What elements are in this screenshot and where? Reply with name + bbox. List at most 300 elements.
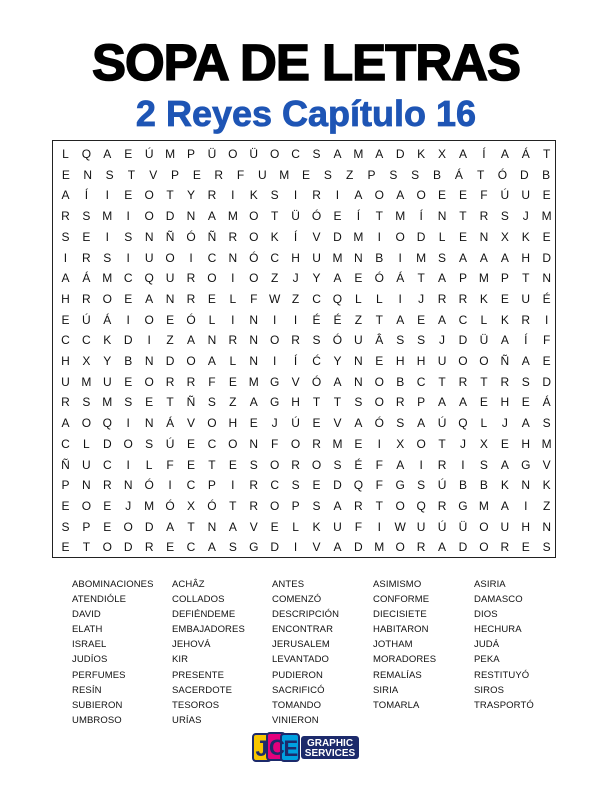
grid-cell: T xyxy=(438,436,446,451)
grid-cell: U xyxy=(437,354,447,368)
grid-cell: Z xyxy=(542,498,551,513)
word-list-item: TRASPORTÓ xyxy=(474,699,534,711)
grid-cell: S xyxy=(500,209,509,224)
grid-cell: E xyxy=(103,498,112,513)
word-list-item: RESTITUYÓ xyxy=(474,669,530,681)
grid-cell: A xyxy=(333,540,342,555)
grid-cell: Í xyxy=(293,354,298,368)
word-list-item: ANTES xyxy=(272,579,305,590)
grid-cell: J xyxy=(522,209,529,224)
grid-row xyxy=(55,351,557,372)
grid-cell: Â xyxy=(375,333,384,348)
grid-cell: E xyxy=(417,312,426,327)
grid-cell: U xyxy=(165,271,175,286)
grid-cell: I xyxy=(126,250,130,265)
grid-cell: Á xyxy=(454,167,463,182)
grid-cell: R xyxy=(207,188,217,203)
grid-cell: U xyxy=(102,374,112,389)
word-list-item: JUDÍOS xyxy=(72,654,108,666)
grid-cell: T xyxy=(208,457,216,472)
grid-cell: T xyxy=(127,167,136,182)
grid-cell: F xyxy=(208,374,216,389)
grid-cell: S xyxy=(207,395,216,410)
grid-cell: N xyxy=(207,333,217,348)
grid-row xyxy=(55,330,557,351)
grid-cell: F xyxy=(236,167,245,182)
grid-row xyxy=(55,310,557,331)
grid-cell: É xyxy=(354,457,363,472)
grid-cell: P xyxy=(367,167,376,182)
grid-cell: O xyxy=(479,354,489,368)
grid-cell: I xyxy=(105,188,109,203)
grid-cell: S xyxy=(396,333,405,348)
grid-cell: Ú xyxy=(437,416,447,431)
word-list-item: PRESENTE xyxy=(172,669,225,681)
word-list-item: PEKA xyxy=(474,654,500,666)
grid-cell: T xyxy=(312,395,321,410)
grid-cell: E xyxy=(521,395,530,410)
grid-cell: S xyxy=(291,478,300,493)
grid-cell: C xyxy=(186,540,196,555)
grid-cell: S xyxy=(145,436,154,451)
grid-cell: A xyxy=(396,312,405,327)
grid-cell: O xyxy=(311,457,322,472)
grid-cell: J xyxy=(292,271,299,286)
grid-cell: Z xyxy=(271,271,279,286)
grid-cell: R xyxy=(312,436,321,451)
grid-cell: F xyxy=(375,478,383,493)
word-list-item: EMBAJADORES xyxy=(172,624,245,636)
grid-row xyxy=(55,206,557,227)
grid-cell: E xyxy=(354,271,363,286)
grid-cell: S xyxy=(333,457,342,472)
word-list-item: MORADORES xyxy=(373,654,437,666)
logo-line-graphic: GRAPHIC xyxy=(306,738,354,749)
grid-cell: O xyxy=(144,209,154,224)
grid-cell: A xyxy=(417,416,426,431)
word-list-item: JERUSALEM xyxy=(272,639,330,651)
grid-cell: O xyxy=(290,436,301,451)
grid-cell: D xyxy=(542,374,551,389)
word-list-item: ATENDIÓLE xyxy=(72,594,127,606)
grid-cell: Ó xyxy=(497,167,508,182)
grid-cell: O xyxy=(144,312,154,327)
grid-cell: H xyxy=(395,354,405,368)
grid-cell: M xyxy=(332,250,343,265)
grid-cell: O xyxy=(207,271,217,286)
page-title: SOPA DE LETRAS xyxy=(91,34,521,91)
grid-cell: O xyxy=(479,540,489,555)
grid-cell: R xyxy=(458,374,468,389)
grid-cell: N xyxy=(165,291,175,306)
grid-cell: S xyxy=(61,229,70,244)
grid-cell: S xyxy=(124,229,133,244)
grid-cell: E xyxy=(61,167,70,182)
grid-cell: T xyxy=(166,188,174,203)
grid-cell: Í xyxy=(356,209,361,224)
grid-cell: H xyxy=(291,250,300,265)
grid-cell: E xyxy=(302,167,311,182)
grid-cell: Z xyxy=(229,395,237,410)
grid-cell: I xyxy=(461,457,465,472)
grid-cell: D xyxy=(144,519,154,534)
grid-cell: M xyxy=(541,436,552,451)
word-list-item: JEHOVÁ xyxy=(172,639,211,651)
grid-cell: A xyxy=(458,395,467,410)
grid-cell: S xyxy=(312,147,321,161)
grid-cell: N xyxy=(144,229,154,244)
grid-cell: P xyxy=(458,271,467,286)
grid-cell: E xyxy=(166,312,175,327)
grid-cell: M xyxy=(374,540,385,555)
grid-cell: S xyxy=(103,250,112,265)
grid-cell: É xyxy=(542,291,551,306)
grid-cell: N xyxy=(354,250,363,265)
grid-cell: M xyxy=(332,436,343,451)
grid-cell: U xyxy=(521,291,531,306)
grid-cell: J xyxy=(125,498,132,513)
grid-cell: E xyxy=(228,374,237,389)
grid-row xyxy=(55,165,557,186)
grid-cell: O xyxy=(81,498,92,513)
grid-cell: O xyxy=(228,436,238,451)
grid-cell: J xyxy=(418,291,425,306)
grid-cell: T xyxy=(459,209,467,224)
grid-cell: H xyxy=(291,395,300,410)
grid-cell: R xyxy=(500,374,510,389)
grid-cell: D xyxy=(458,540,468,555)
grid-cell: Y xyxy=(186,188,195,203)
grid-cell: E xyxy=(207,291,216,306)
grid-cell: U xyxy=(354,333,363,348)
grid-cell: Ó xyxy=(374,416,384,431)
grid-cell: N xyxy=(249,354,259,368)
grid-cell: G xyxy=(395,478,405,493)
grid-cell: S xyxy=(396,416,405,431)
grid-cell: I xyxy=(168,478,172,493)
grid-cell: F xyxy=(166,457,174,472)
grid-cell: A xyxy=(375,147,384,161)
grid-cell: S xyxy=(228,540,237,555)
grid-cell: I xyxy=(398,291,402,306)
grid-cell: Y xyxy=(103,354,112,368)
word-list-item: JUDÁ xyxy=(474,639,500,651)
grid-cell: A xyxy=(186,333,195,348)
grid-cell: D xyxy=(333,478,342,493)
grid-cell: O xyxy=(81,416,92,431)
grid-cell: M xyxy=(478,498,489,513)
grid-cell: B xyxy=(432,167,441,182)
grid-cell: R xyxy=(437,291,447,306)
grid-cell: O xyxy=(102,540,112,555)
grid-cell: Y xyxy=(312,271,321,286)
grid-cell: D xyxy=(395,147,405,161)
grid-cell: K xyxy=(479,291,488,306)
grid-cell: M xyxy=(416,250,427,265)
grid-cell: T xyxy=(480,374,488,389)
word-list-column xyxy=(474,577,574,728)
grid-cell: Ü xyxy=(479,333,489,348)
grid-cell: M xyxy=(248,374,259,389)
grid-cell: S xyxy=(542,416,551,431)
word-list-item: SIRIA xyxy=(373,684,399,696)
grid-cell: E xyxy=(500,291,509,306)
grid-cell: O xyxy=(395,498,405,513)
grid-cell: Q xyxy=(81,147,92,161)
grid-cell: Ú xyxy=(144,147,154,161)
grid-cell: D xyxy=(270,540,280,555)
word-list-item: ELATH xyxy=(72,624,103,636)
grid-cell: M xyxy=(102,271,113,286)
grid-cell: U xyxy=(312,250,321,265)
grid-row xyxy=(55,144,557,165)
grid-cell: R xyxy=(249,498,259,513)
grid-cell: R xyxy=(291,457,300,472)
grid-cell: Q xyxy=(458,416,468,431)
grid-cell: S xyxy=(438,250,447,265)
grid-cell: I xyxy=(335,188,340,203)
logo-line-services: SERVICES xyxy=(304,748,356,759)
grid-cell: S xyxy=(479,457,488,472)
grid-cell: A xyxy=(333,271,342,286)
grid-cell: M xyxy=(279,167,290,182)
grid-cell: C xyxy=(82,333,91,348)
grid-cell: A xyxy=(396,188,405,203)
grid-cell: I xyxy=(231,478,235,493)
grid-cell: J xyxy=(501,416,508,431)
grid-cell: R xyxy=(458,291,468,306)
grid-cell: V xyxy=(291,374,300,389)
word-list-item: LEVANTADO xyxy=(272,654,330,666)
grid-cell: E xyxy=(542,229,551,244)
grid-cell: B xyxy=(124,354,133,368)
grid-cell: A xyxy=(500,147,509,161)
grid-cell: E xyxy=(186,457,195,472)
grid-cell: L xyxy=(229,354,237,368)
grid-cell: R xyxy=(354,498,363,513)
grid-cell: Ú xyxy=(291,416,300,431)
grid-cell: B xyxy=(375,250,384,265)
grid-cell: A xyxy=(521,416,530,431)
grid-cell: N xyxy=(521,478,531,493)
grid-cell: Í xyxy=(419,209,423,224)
word-list-item: URÍAS xyxy=(172,714,202,726)
grid-cell: V xyxy=(186,416,195,431)
grid-cell: E xyxy=(166,540,175,555)
grid-cell: O xyxy=(123,436,133,451)
grid-cell: T xyxy=(375,209,383,224)
grid-cell: P xyxy=(291,498,300,513)
grid-cell: A xyxy=(500,333,509,348)
grid-cell: U xyxy=(144,250,154,265)
grid-cell: K xyxy=(270,229,279,244)
grid-cell: R xyxy=(61,395,70,410)
grid-cell: K xyxy=(542,478,551,493)
grid-cell: M xyxy=(102,209,113,224)
grid-cell: Í xyxy=(482,147,486,161)
grid-cell: Í xyxy=(293,229,298,244)
grid-cell: C xyxy=(186,478,196,493)
grid-cell: A xyxy=(458,250,467,265)
grid-cell: O xyxy=(207,416,217,431)
grid-cell: P xyxy=(82,519,91,534)
grid-cell: K xyxy=(103,333,112,348)
grid-cell: M xyxy=(395,209,406,224)
word-list-item: SACRIFICÓ xyxy=(272,684,325,696)
grid-cell: E xyxy=(312,416,321,431)
grid-cell: W xyxy=(269,291,281,306)
grid-cell: A xyxy=(333,374,342,389)
grid-cell: Ó xyxy=(165,498,175,513)
grid-row xyxy=(55,413,557,434)
grid-cell: H xyxy=(61,354,70,368)
grid-cell: I xyxy=(105,229,109,244)
grid-cell: S xyxy=(417,333,426,348)
grid-cell: E xyxy=(186,436,195,451)
grid-cell: S xyxy=(521,374,530,389)
grid-cell: X xyxy=(500,229,509,244)
grid-cell: I xyxy=(293,188,298,203)
grid-cell: M xyxy=(541,209,552,224)
grid-cell: P xyxy=(207,478,216,493)
grid-cell: Q xyxy=(353,478,364,493)
grid-cell: Á xyxy=(103,312,112,327)
grid-cell: C xyxy=(312,291,321,306)
grid-cell: R xyxy=(437,498,447,513)
logo-letter-j: J xyxy=(255,736,268,761)
grid-cell: D xyxy=(416,229,426,244)
grid-cell: X xyxy=(186,498,195,513)
grid-cell: Z xyxy=(291,291,300,306)
grid-cell: G xyxy=(249,540,259,555)
grid-cell: A xyxy=(500,457,509,472)
grid-cell: Y xyxy=(333,354,342,368)
grid-cell: O xyxy=(102,291,112,306)
grid-cell: M xyxy=(144,498,155,513)
word-list-item: CONFORME xyxy=(373,594,430,606)
grid-cell: Ñ xyxy=(165,229,175,244)
grid-cell: O xyxy=(249,271,259,286)
grid-cell: E xyxy=(333,209,342,224)
grid-cell: R xyxy=(312,188,321,203)
grid-cell: D xyxy=(165,209,175,224)
grid-cell: X xyxy=(82,354,91,368)
grid-cell: P xyxy=(171,167,180,182)
grid-cell: N xyxy=(144,416,154,431)
grid-cell: A xyxy=(500,498,509,513)
grid-cell: Ñ xyxy=(207,229,217,244)
grid-cell: D xyxy=(123,540,133,555)
grid-cell: Ú xyxy=(165,436,175,451)
grid-row xyxy=(55,248,557,269)
grid-cell: R xyxy=(82,250,91,265)
grid-cell: T xyxy=(187,519,195,534)
grid-cell: Ú xyxy=(82,312,91,327)
grid-cell: N xyxy=(542,271,551,286)
grid-cell: D xyxy=(123,333,133,348)
grid-cell: F xyxy=(271,436,279,451)
grid-cell: R xyxy=(228,333,238,348)
grid-cell: M xyxy=(227,209,238,224)
grid-cell: C xyxy=(416,374,426,389)
grid-cell: C xyxy=(207,250,217,265)
grid-cell: O xyxy=(123,519,133,534)
grid-cell: O xyxy=(144,188,154,203)
word-list-item: ISRAEL xyxy=(72,639,107,651)
grid-cell: T xyxy=(333,395,342,410)
grid-cell: T xyxy=(271,209,279,224)
grid-cell: A xyxy=(207,354,216,368)
grid-cell: A xyxy=(438,312,447,327)
grid-cell: B xyxy=(458,478,467,493)
grid-cell: R xyxy=(82,291,91,306)
grid-cell: R xyxy=(214,167,224,182)
grid-cell: X xyxy=(438,147,447,161)
grid-cell: T xyxy=(82,540,91,555)
grid-cell: O xyxy=(395,229,405,244)
grid-cell: S xyxy=(542,540,551,555)
grid-cell: S xyxy=(82,209,91,224)
grid-cell: V xyxy=(542,457,551,472)
word-list-item: VINIERON xyxy=(272,714,319,726)
grid-cell: Á xyxy=(396,271,405,286)
grid-cell: I xyxy=(377,519,381,534)
grid-cell: T xyxy=(542,147,551,161)
grid-cell: D xyxy=(165,354,175,368)
grid-cell: É xyxy=(333,312,342,327)
grid-cell: M xyxy=(353,229,364,244)
grid-cell: L xyxy=(438,229,446,244)
grid-cell: F xyxy=(354,519,363,534)
word-list-column xyxy=(72,577,172,728)
word-list-item: COLLADOS xyxy=(172,594,225,606)
grid-cell: R xyxy=(165,374,175,389)
word-list-column xyxy=(373,577,474,728)
grid-cell: C xyxy=(102,457,112,472)
grid-cell: A xyxy=(333,498,342,513)
grid-cell: N xyxy=(542,519,551,534)
jce-graphic-services-logo xyxy=(250,730,362,764)
grid-cell: E xyxy=(542,188,551,203)
grid-cell: C xyxy=(123,271,133,286)
grid-cell: V xyxy=(149,167,158,182)
grid-cell: S xyxy=(82,395,91,410)
grid-cell: O xyxy=(249,229,259,244)
grid-cell: O xyxy=(270,498,280,513)
grid-cell: D xyxy=(333,229,342,244)
grid-cell: A xyxy=(458,147,467,161)
grid-cell: R xyxy=(521,312,531,327)
grid-cell: E xyxy=(354,436,363,451)
grid-cell: D xyxy=(354,540,363,555)
grid-row xyxy=(55,227,557,248)
grid-cell: O xyxy=(165,250,175,265)
grid-cell: H xyxy=(521,250,531,265)
grid-cell: U xyxy=(333,519,342,534)
grid-cell: P xyxy=(500,271,509,286)
grid-cell: T xyxy=(417,271,425,286)
grid-cell: E xyxy=(61,540,70,555)
grid-cell: Á xyxy=(82,271,91,286)
grid-cell: I xyxy=(231,188,235,203)
grid-cell: A xyxy=(479,250,488,265)
grid-cell: M xyxy=(102,395,113,410)
grid-cell: B xyxy=(479,478,488,493)
grid-cell: Ó xyxy=(186,229,196,244)
grid-cell: S xyxy=(323,167,332,182)
grid-cell: L xyxy=(292,519,299,534)
grid-cell: O xyxy=(416,436,426,451)
